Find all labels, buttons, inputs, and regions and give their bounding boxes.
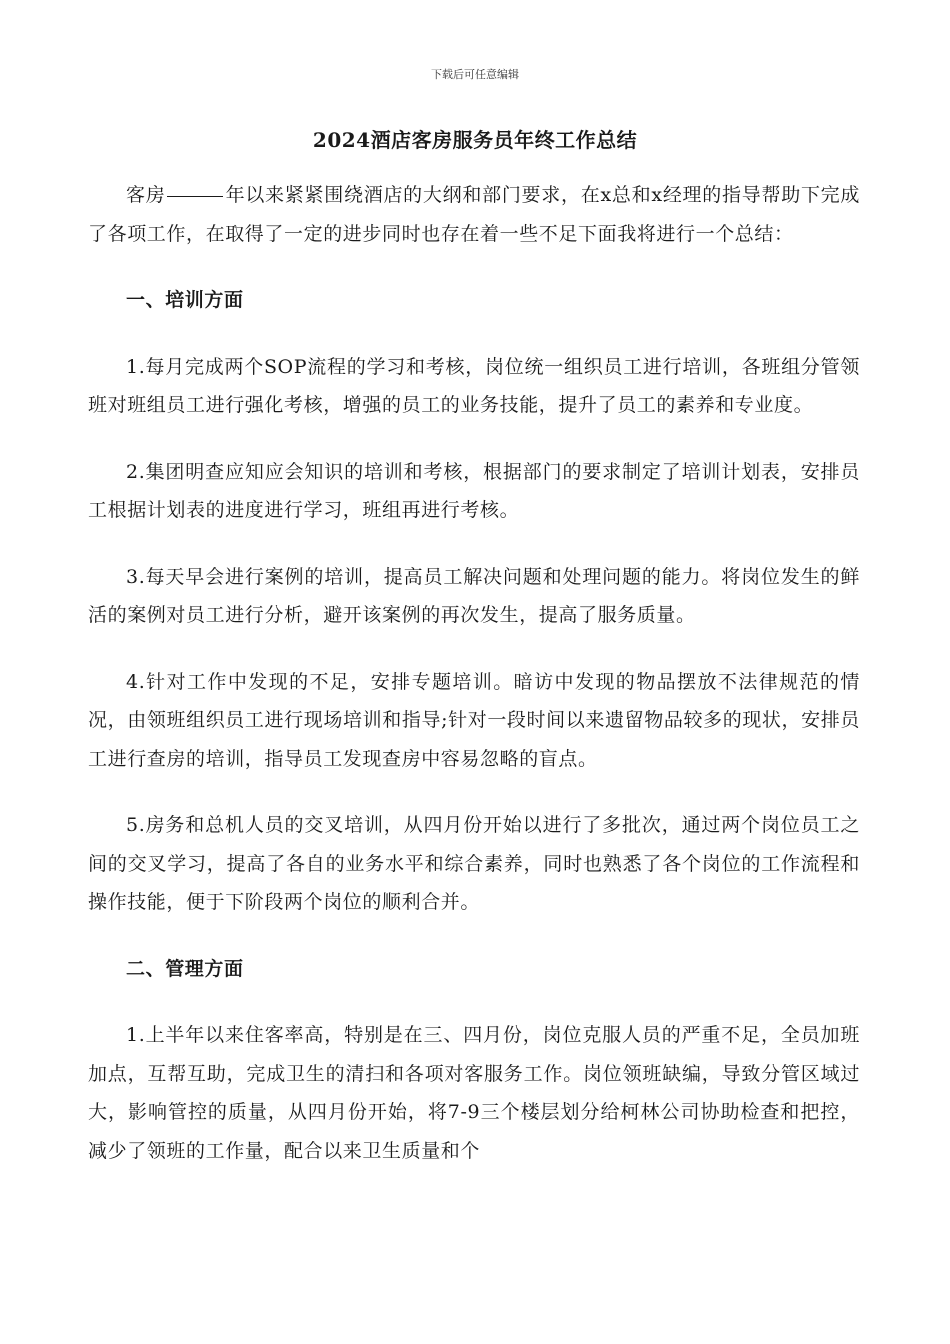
header-note: 下载后可任意编辑 (431, 68, 519, 81)
section-heading-training: 一、培训方面 (126, 289, 244, 311)
training-item-5: 5.房务和总机人员的交叉培训，从四月份开始以进行了多批次，通过两个岗位员工之间的交叉学习，提高了各自的业务水平和综合素养，同时也熟悉了各个岗位的工作流程和操作技能，便于下阶段两个岗位的顺利合并。 (88, 814, 860, 913)
training-item-1: 1.每月完成两个SOP流程的学习和考核，岗位统一组织员工进行培训，各班组分管领班对班组员工进行强化考核，增强的员工的业务技能，提升了员工的素养和专业度。 (88, 355, 860, 416)
section-heading-management: 二、管理方面 (126, 957, 244, 980)
training-item-3: 3.每天早会进行案例的培训，提高员工解决问题和处理问题的能力。将岗位发生的鲜活的案例对员工进行分析，避开该案例的再次发生，提高了服务质量。 (88, 565, 860, 626)
intro-suffix: 年以来紧紧围绕酒店的大纲和部门要求，在x总和x经理的指导帮助下完成了各项工作，在取得了一定的进步同时也存在着一些不足下面我将进行一个总结： (88, 184, 861, 245)
document-title: 2024酒店客房服务员年终工作总结 (312, 128, 638, 152)
training-item-2: 2.集团明查应知应会知识的培训和考核，根据部门的要求制定了培训计划表，安排员工根据计划表的进度进行学习，班组再进行考核。 (88, 460, 860, 521)
intro-prefix: 客房 (126, 184, 166, 206)
fill-in-blank (167, 195, 223, 197)
document-body (88, 176, 860, 1198)
intro-paragraph (88, 176, 860, 253)
training-item-4: 4.针对工作中发现的不足，安排专题培训。暗访中发现的物品摆放不法律规范的情况，由领班组织员工进行现场培训和指导;针对一段时间以来遗留物品较多的现状，安排员工进行查房的培训，指导员工发现查房中容易忽略的盲点。 (88, 670, 860, 770)
management-item-1: 1.上半年以来住客率高，特别是在三、四月份，岗位克服人员的严重不足，全员加班加点，互帮互助，完成卫生的清扫和各项对客服务工作。岗位领班缺编，导致分管区域过大，影响管控的质量，从四月份开始，将7-9三个楼层划分给柯林公司协助检查和把控，减少了领班的工作量，配合以来卫生质量和个 (88, 1024, 860, 1162)
